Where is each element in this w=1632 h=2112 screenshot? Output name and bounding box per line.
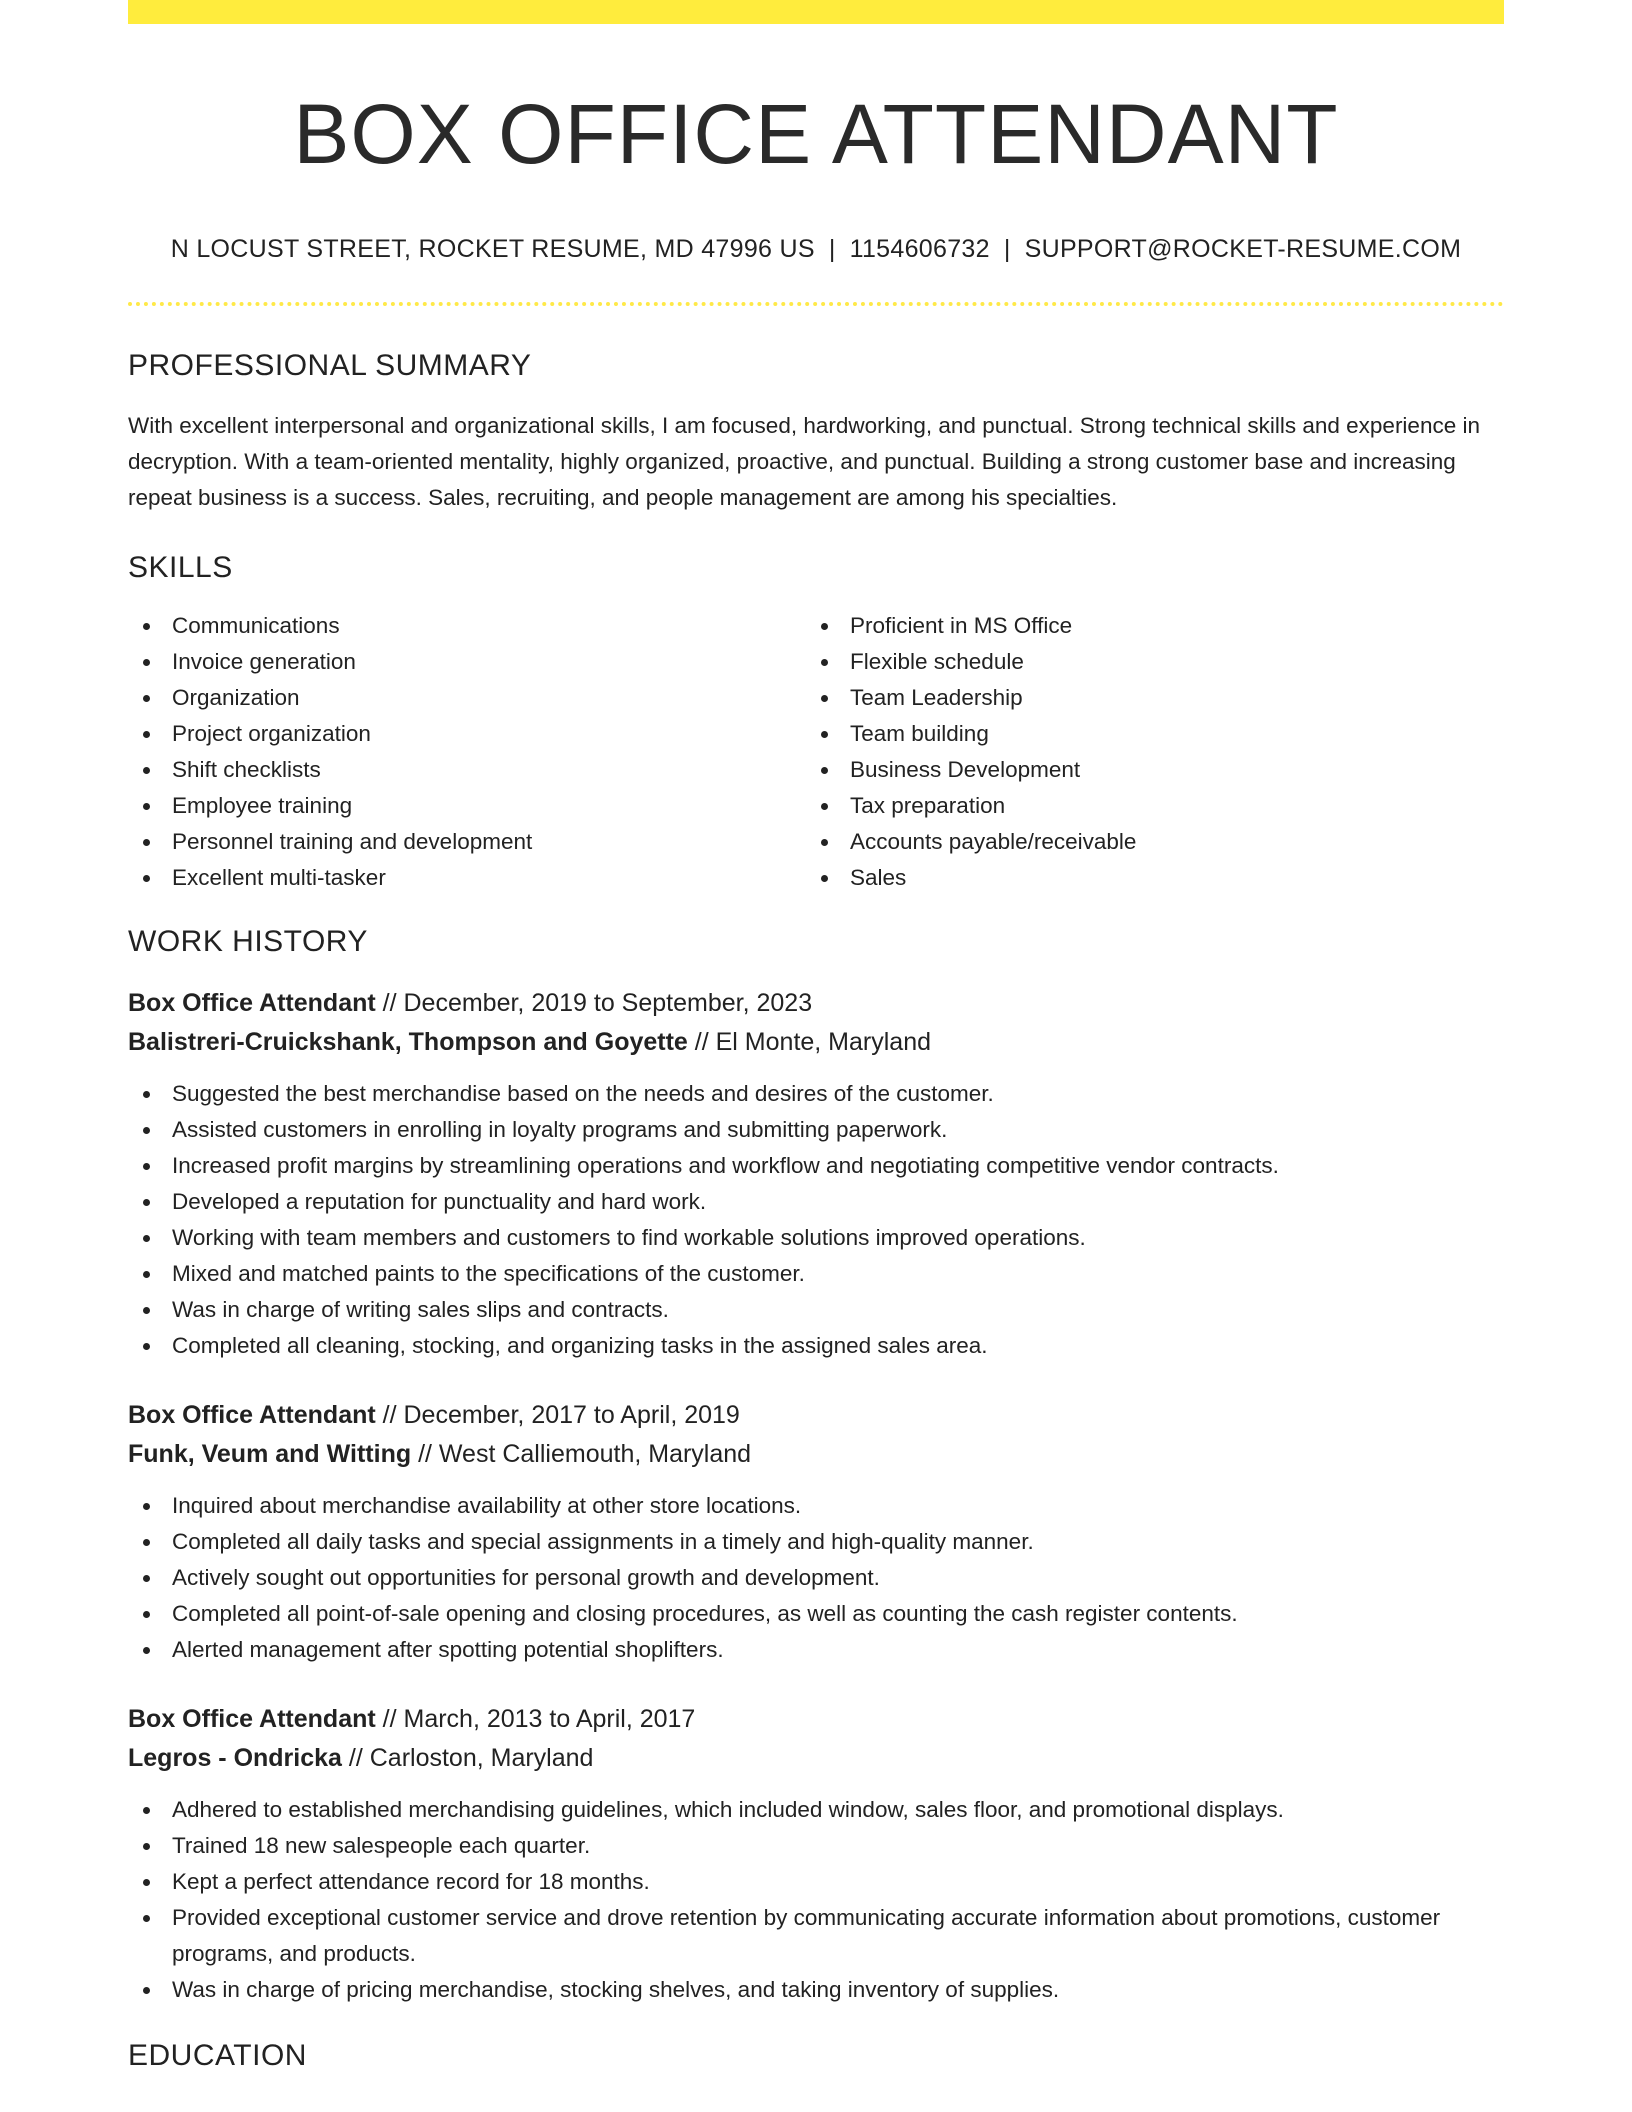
summary-text: With excellent interpersonal and organizational skills, I am focused, hardworking, and punctual. Strong technical skills and experience in decryption. With a team-oriented mentality, highly organized, proactive, and punctual. Building a strong customer base and increasing repeat business is a success. Sales, recruiting, and people management are among his specialties. xyxy=(128,413,1480,510)
skill-item: Project organization xyxy=(128,716,806,752)
skill-item: Team building xyxy=(806,716,1484,752)
skills-column-left xyxy=(128,608,806,896)
job-role-line xyxy=(128,984,1504,1023)
job-bullet: Trained 18 new salespeople each quarter. xyxy=(128,1828,1504,1864)
job-bullet: Suggested the best merchandise based on the needs and desires of the customer. xyxy=(128,1076,1504,1112)
resume-title: BOX OFFICE ATTENDANT xyxy=(293,87,1339,181)
job-bullet: Provided exceptional customer service and drove retention by communicating accurate information about promotions, customer programs, and products. xyxy=(128,1900,1504,1972)
job-bullet: Kept a perfect attendance record for 18 months. xyxy=(128,1864,1504,1900)
contact-phone: 1154606732 xyxy=(849,235,990,263)
job-dates: // December, 2017 to April, 2019 xyxy=(382,1401,740,1429)
job-entry xyxy=(128,984,1504,1364)
job-company-line xyxy=(128,1023,1504,1062)
skill-item: Employee training xyxy=(128,788,806,824)
job-bullet: Was in charge of pricing merchandise, stocking shelves, and taking inventory of supplies. xyxy=(128,1972,1504,2008)
skill-item: Accounts payable/receivable xyxy=(806,824,1484,860)
skill-item: Flexible schedule xyxy=(806,644,1484,680)
job-role: Box Office Attendant xyxy=(128,1705,376,1733)
skill-item: Excellent multi-tasker xyxy=(128,860,806,896)
job-bullet: Alerted management after spotting potential shoplifters. xyxy=(128,1632,1504,1668)
job-bullet: Developed a reputation for punctuality and hard work. xyxy=(128,1184,1504,1220)
skills-column-right xyxy=(806,608,1484,896)
skill-item: Shift checklists xyxy=(128,752,806,788)
job-bullet: Was in charge of writing sales slips and contracts. xyxy=(128,1292,1504,1328)
job-company-line xyxy=(128,1435,1504,1474)
skill-item: Communications xyxy=(128,608,806,644)
skill-item: Personnel training and development xyxy=(128,824,806,860)
job-bullet: Completed all point-of-sale opening and closing procedures, as well as counting the cash register contents. xyxy=(128,1596,1504,1632)
resume-page xyxy=(128,0,1504,2074)
job-entry xyxy=(128,1700,1504,2008)
contact-line xyxy=(128,234,1504,264)
skill-item: Sales xyxy=(806,860,1484,896)
skill-item: Business Development xyxy=(806,752,1484,788)
job-bullet: Assisted customers in enrolling in loyalty programs and submitting paperwork. xyxy=(128,1112,1504,1148)
job-role-line xyxy=(128,1396,1504,1435)
summary-heading: PROFESSIONAL SUMMARY xyxy=(128,349,532,382)
contact-email: SUPPORT@ROCKET-RESUME.COM xyxy=(1024,235,1462,263)
job-company-line xyxy=(128,1739,1504,1778)
job-company: Balistreri-Cruickshank, Thompson and Goyette xyxy=(128,1028,688,1056)
job-location: // West Calliemouth, Maryland xyxy=(418,1440,752,1468)
contact-separator: | xyxy=(828,235,836,263)
job-bullet: Working with team members and customers to find workable solutions improved operations. xyxy=(128,1220,1504,1256)
job-role: Box Office Attendant xyxy=(128,1401,376,1429)
work-history-heading: WORK HISTORY xyxy=(128,925,368,958)
contact-separator: | xyxy=(1003,235,1011,263)
job-location: // El Monte, Maryland xyxy=(694,1028,932,1056)
job-bullet: Completed all daily tasks and special assignments in a timely and high-quality manner. xyxy=(128,1524,1504,1560)
job-bullet: Adhered to established merchandising guidelines, which included window, sales floor, and promotional displays. xyxy=(128,1792,1504,1828)
job-role-line xyxy=(128,1700,1504,1739)
job-bullets xyxy=(128,1488,1504,1668)
skill-item: Invoice generation xyxy=(128,644,806,680)
job-company: Legros - Ondricka xyxy=(128,1744,342,1772)
job-bullet: Completed all cleaning, stocking, and organizing tasks in the assigned sales area. xyxy=(128,1328,1504,1364)
job-entry xyxy=(128,1396,1504,1668)
job-bullet: Increased profit margins by streamlining operations and workflow and negotiating competitive vendor contracts. xyxy=(128,1148,1504,1184)
skill-item: Team Leadership xyxy=(806,680,1484,716)
contact-address: N LOCUST STREET, ROCKET RESUME, MD 47996 US xyxy=(170,235,815,263)
job-dates: // March, 2013 to April, 2017 xyxy=(382,1705,696,1733)
job-bullet: Mixed and matched paints to the specifications of the customer. xyxy=(128,1256,1504,1292)
skill-item: Proficient in MS Office xyxy=(806,608,1484,644)
job-role: Box Office Attendant xyxy=(128,989,376,1017)
dotted-divider xyxy=(128,302,1504,306)
job-bullet: Inquired about merchandise availability at other store locations. xyxy=(128,1488,1504,1524)
job-company: Funk, Veum and Witting xyxy=(128,1440,412,1468)
skill-item: Organization xyxy=(128,680,806,716)
education-heading: EDUCATION xyxy=(128,2039,307,2072)
job-dates: // December, 2019 to September, 2023 xyxy=(382,989,813,1017)
skills-grid xyxy=(128,608,1504,896)
job-bullets xyxy=(128,1792,1504,2008)
job-bullet: Actively sought out opportunities for personal growth and development. xyxy=(128,1560,1504,1596)
skill-item: Tax preparation xyxy=(806,788,1484,824)
job-bullets xyxy=(128,1076,1504,1364)
accent-bar xyxy=(128,0,1504,24)
job-location: // Carloston, Maryland xyxy=(348,1744,594,1772)
skills-heading: SKILLS xyxy=(128,551,233,584)
